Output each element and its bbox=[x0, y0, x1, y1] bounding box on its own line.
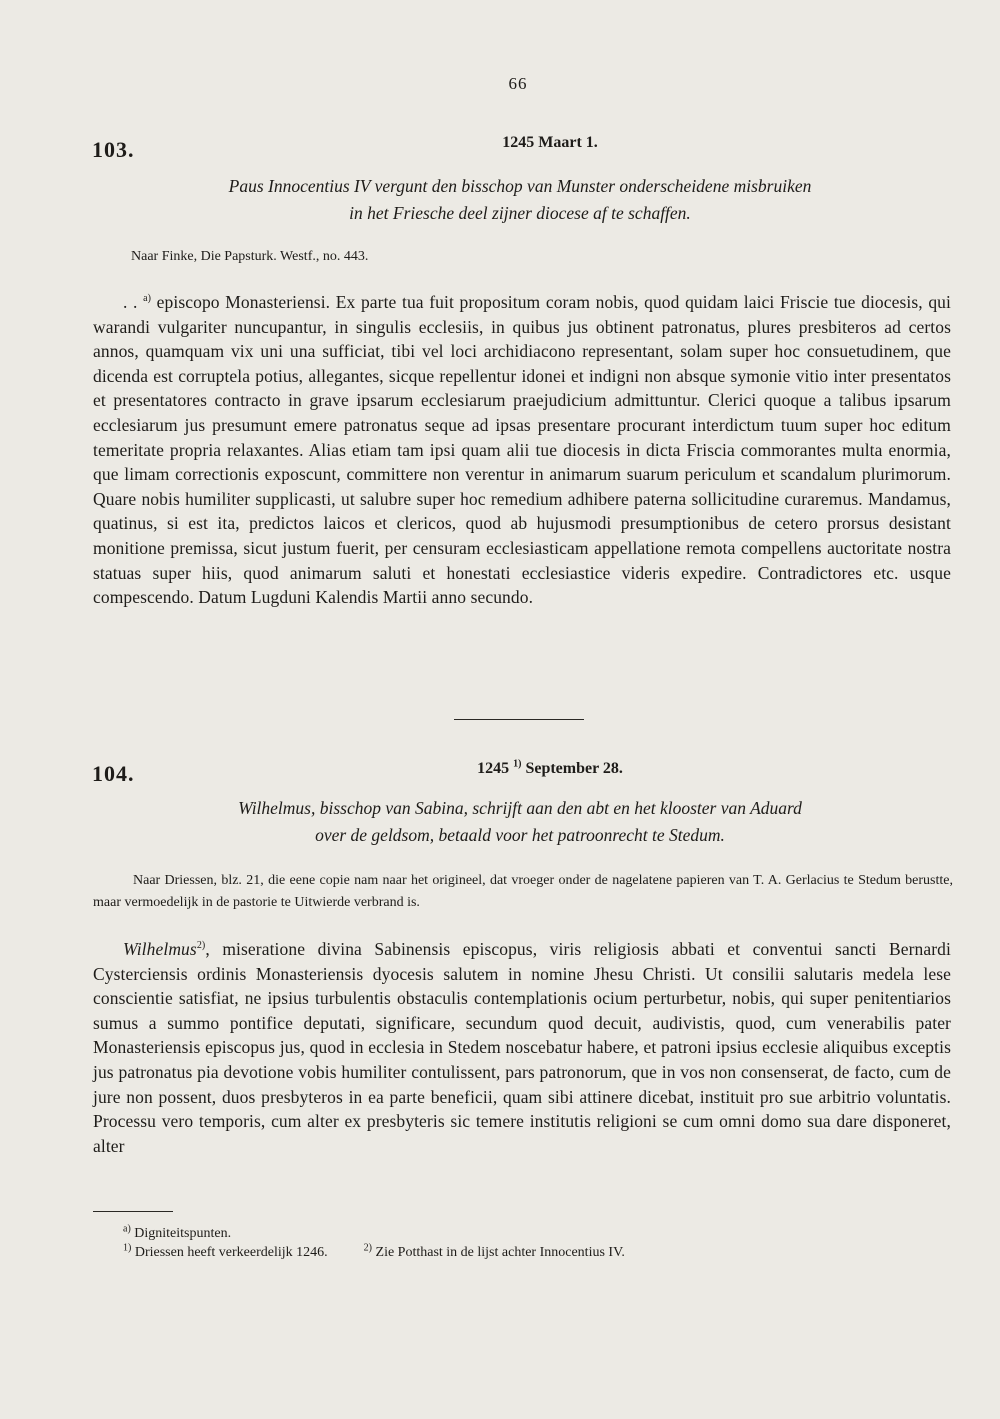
date-suffix: September 28. bbox=[521, 760, 623, 777]
entry-summary bbox=[140, 173, 900, 227]
charter-body: , miseratione divina Sabinensis episcopus, viris religiosis abbati et conventui sancti Bernardi Cysterciensis ordinis Monasteriensis dyocesis salutem in nomine Jhesu Christi. Ut consilii salutaris medela lese conscientie satisfiat, ne ipsius turbulentis obstaculis contemplationis ocium perturbetur, nobis, qui super penitentiarios sumus a summo pontifice deputati, significare, secundum quod decuit, audivistis, quod, cum venerabilis pater Monasteriensis episcopus jus, quod in ecclesia in Stedem noscebatur habere, et patroni ipsius ecclesie aliquibus exceptis jus patronatus pia devotione vobis humiliter contulissent, pars patronorum, que in vos non consenserat, de facto, cum de jure non possent, duos presbyteros in ea parte beneficii, quam sibi attinere dicebat, instituit pro sue arbitrio voluntatis. Processu vero temporis, cum alter ex presbyteris sic temere institutis religioni se cum omni domo sua dare disponeret, alter bbox=[93, 939, 951, 1156]
page-number: 66 bbox=[508, 74, 528, 93]
charter-text bbox=[93, 937, 951, 1197]
footnote-a bbox=[123, 1225, 231, 1243]
entry-date: 1245 Maart 1. bbox=[502, 134, 598, 151]
footnote-marker: 1) bbox=[123, 1242, 132, 1254]
footnote-line bbox=[123, 1244, 625, 1262]
source-note: Naar Driessen, blz. 21, die eene copie nam naar het origineel, dat vroeger onder de nagelatene papieren van T. A. Gerlacius te Stedum berustte, maar vermoedelijk in de pastorie te Uitwierde verbrand is. bbox=[93, 873, 953, 910]
footnote-text: Digniteitspunten. bbox=[130, 1226, 232, 1241]
entry-summary bbox=[140, 795, 900, 849]
sender-name: Wilhelmus bbox=[123, 939, 197, 959]
footnote-text: Driessen heeft verkeerdelijk 1246. bbox=[131, 1245, 328, 1260]
footnote-marker: a) bbox=[123, 1223, 131, 1235]
summary-line: Wilhelmus, bisschop van Sabina, schrijft aan den abt en het klooster van Aduard bbox=[238, 798, 802, 818]
summary-line: over de geldsom, betaald voor het patroonrecht te Stedum. bbox=[315, 825, 725, 845]
entry-date bbox=[300, 760, 800, 778]
entry-number: 104. bbox=[92, 761, 135, 786]
footnote-ref: a) bbox=[143, 293, 152, 305]
footnote-divider bbox=[93, 1211, 173, 1212]
date-prefix: 1245 bbox=[477, 760, 514, 777]
source-note: Naar Finke, Die Papsturk. Westf., no. 443. bbox=[131, 249, 369, 264]
entry-number: 103. bbox=[92, 137, 135, 162]
ellipsis-marker: . . bbox=[123, 292, 144, 312]
footnote-marker: 2) bbox=[363, 1242, 373, 1254]
footnote-text: Zie Potthast in de lijst achter Innocentius IV. bbox=[372, 1245, 625, 1260]
summary-line: in het Friesche deel zijner diocese af te schaffen. bbox=[349, 203, 691, 223]
charter-text bbox=[93, 290, 951, 698]
footnote-ref: 1) bbox=[513, 758, 522, 770]
section-divider bbox=[454, 719, 584, 720]
summary-line: Paus Innocentius IV vergunt den bisschop van Munster onderscheidene misbruiken bbox=[228, 176, 812, 196]
footnote-ref: 2) bbox=[196, 940, 206, 952]
charter-body: episcopo Monasteriensi. Ex parte tua fuit propositum coram nobis, quod quidam laici Friscie tue diocesis, qui warandi vulgariter nuncupantur, in singulis ecclesiis, in quibus jus obtinent patronatus, plures presbiteros ad certos annos, quamquam vix uni una sufficiat, tibi vel loci archidiacono representant, solam super hoc consuetudinem, que dicenda est corruptela potius, allegantes, sicque repellentur idonei et indigni non absque symonie vitio inter presentatos et presentatores contracto in grave ipsarum ecclesiarum praejudicium admittuntur. Clerici quoque a talibus ipsarum ecclesiarum jus presumunt emere patronatus seque ad ipsas presentare procurant interdictum tuum super hoc editum temeritate propria relaxantes. Alias etiam tam ipsi quam alii tue diocesis in dicta Friscia commorantes multa enormia, que limam correctionis exposcunt, committere non verentur in animarum suarum periculum et scandalum plurimorum. Quare nobis humiliter supplicasti, ut salubre super hoc remedium adhibere paterna sollicitudine curaremus. Mandamus, quatinus, si est ita, predictos laicos et clericos, quod ab hujusmodi presumptionibus de cetero prorsus desistant monitione premissa, sicut justum fuerit, per censuram ecclesiasticam appellatione remota compellens auctoritate nostra statuas super hiis, quod animarum saluti et honestati ecclesiastice videris expedire. Contradictores etc. usque compescendo. Datum Lugduni Kalendis Martii anno secundo. bbox=[93, 292, 951, 608]
